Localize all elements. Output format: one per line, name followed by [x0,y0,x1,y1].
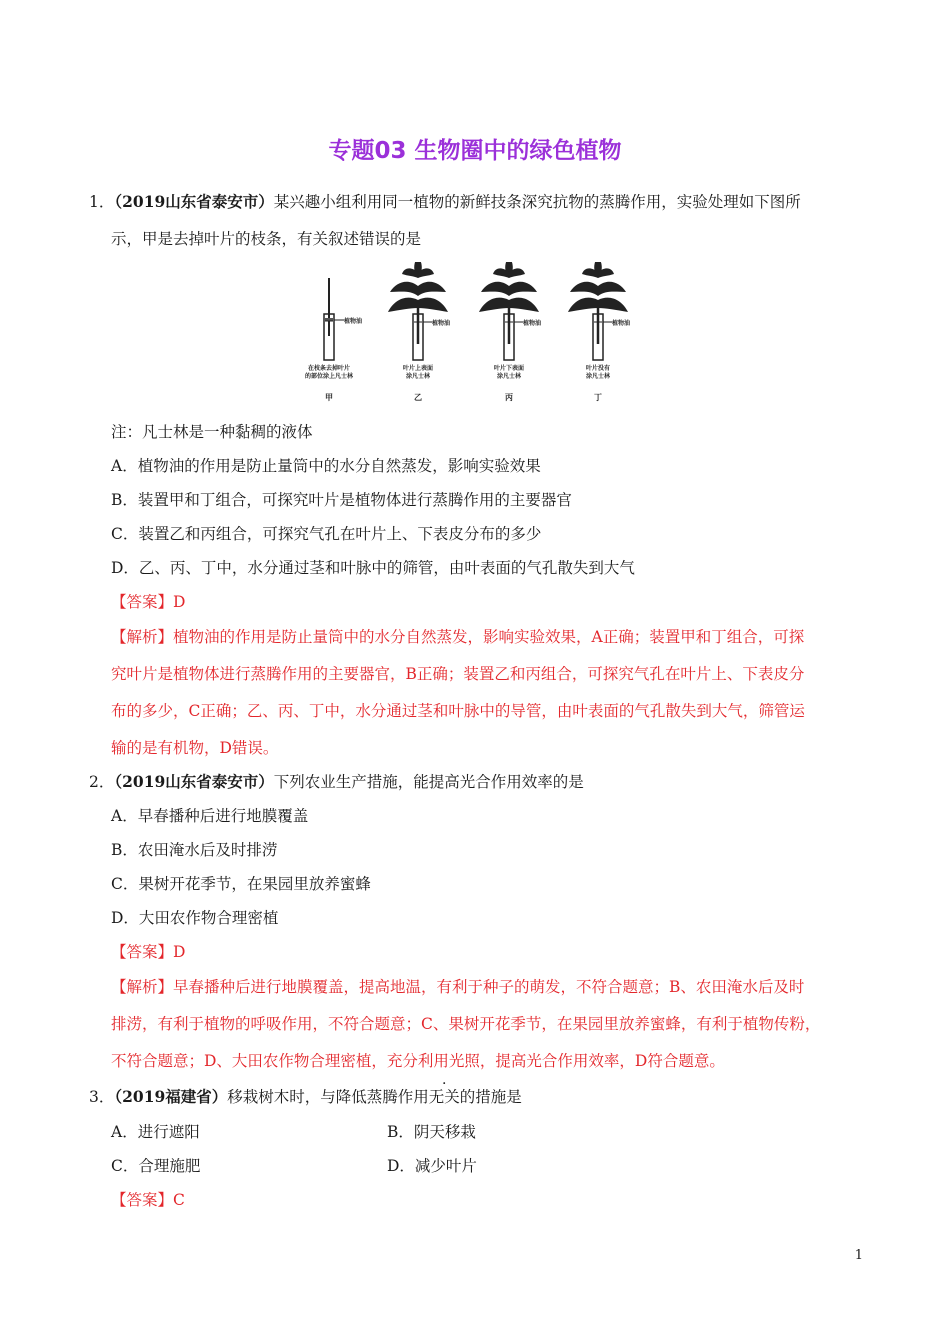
q1-experiment-figure [292,262,658,408]
q3-stem-emphasis: 无关 [428,1088,460,1106]
q1-analysis-line-2: 究叶片是植物体进行蒸腾作用的主要器官，B正确；装置乙和丙组合，可探究气孔在叶片上、下表皮分 [111,665,805,683]
q3-stem-pre: 移栽树木时，与降低蒸腾作用 [227,1088,429,1106]
q2-option-d: D．大田农作物合理密植 [111,909,279,927]
q1-stem-line-2: 示，甲是去掉叶片的枝条，有关叙述错误的是 [111,230,422,248]
q2-option-a: A．早春播种后进行地膜覆盖 [111,807,309,825]
q2-source: （2019山东省泰安市） [114,772,274,791]
name-jia: 甲 [325,393,333,402]
q2-analysis-line-2: 排涝，有利于植物的呼吸作用，不符合题意；C、果树开花季节，在果园里放养蜜蜂，有利于植物传粉， [111,1015,821,1033]
caption-bing-2: 涂凡士林 [496,373,522,380]
oil-label-jia: 植物油 [344,318,363,325]
page-title: 专题03 生物圈中的绿色植物 [328,138,622,164]
q1-number: 1． [89,193,115,211]
page-number: 1 [854,1248,863,1263]
caption-jia-1: 在枝条去掉叶片 [307,365,351,372]
q1-analysis-line-1: 【解析】植物油的作用是防止量筒中的水分自然蒸发，影响实验效果，A正确；装置甲和丁组合，可探 [111,628,805,646]
q1-stem-line-1 [89,192,801,212]
q1-source: （2019山东省泰安市） [114,192,274,211]
q1-option-c: C．装置乙和丙组合，可探究气孔在叶片上、下表皮分布的多少 [111,525,542,543]
oil-label-yi: 植物油 [432,320,451,327]
q2-number: 2． [89,773,115,791]
q1-option-b: B．装置甲和丁组合，可探究叶片是植物体进行蒸腾作用的主要器官 [111,491,572,509]
q3-number: 3． [89,1088,115,1106]
q3-option-d: D．减少叶片 [387,1157,477,1175]
q3-answer: 【答案】C [111,1191,185,1209]
q2-analysis-line-1: 【解析】早春播种后进行地膜覆盖，提高地温，有利于种子的萌发，不符合题意；B、农田淹水后及时 [111,978,805,996]
q2-stem [89,772,584,792]
q3-option-c: C．合理施肥 [111,1157,201,1175]
name-bing: 丙 [505,393,513,402]
oil-label-ding: 植物油 [612,320,631,327]
q2-answer: 【答案】D [111,943,186,961]
apparatus-jia [324,278,344,360]
q3-stem [89,1087,522,1107]
q1-analysis-line-4: 输的是有机物，D错误。 [111,739,279,757]
caption-bing-1: 叶片下表面 [493,365,525,372]
q2-analysis-line-3: 不符合题意；D、大田农作物合理密植，充分利用光照，提高光合作用效率，D符合题意。 [111,1052,725,1070]
q1-option-a: A．植物油的作用是防止量筒中的水分自然蒸发，影响实验效果 [111,457,541,475]
apparatus-ding [568,262,628,312]
q1-note: 注：凡士林是一种黏稠的液体 [111,423,313,441]
caption-yi-1: 叶片上表面 [402,365,434,372]
q3-option-b: B．阴天移栽 [387,1123,476,1141]
q1-analysis-line-3: 布的多少，C正确；乙、丙、丁中，水分通过茎和叶脉中的导管，由叶表面的气孔散失到大气，筛管运 [111,702,805,720]
q2-option-b: B．农田淹水后及时排涝 [111,841,278,859]
q2-stem-text: 下列农业生产措施，能提高光合作用效率的是 [273,773,584,791]
caption-ding-2: 涂凡士林 [585,373,611,380]
name-yi: 乙 [414,393,422,402]
caption-yi-2: 涂凡士林 [405,373,431,380]
oil-label-bing: 植物油 [523,320,542,327]
apparatus-bing [479,262,539,312]
caption-jia-2: 的部位涂上凡士林 [304,373,354,380]
caption-ding-1: 叶片没有 [585,365,611,372]
q3-option-a: A．进行遮阳 [111,1123,200,1141]
q1-answer: 【答案】D [111,593,186,611]
q3-stem-post: 的措施是 [459,1088,522,1106]
q1-option-d: D．乙、丙、丁中，水分通过茎和叶脉中的筛管，由叶表面的气孔散失到大气 [111,559,635,577]
name-ding: 丁 [594,393,602,402]
apparatus-yi [388,262,448,312]
q3-source: （2019福建省） [114,1087,228,1106]
q1-stem-a: 某兴趣小组利用同一植物的新鲜技条深究抗物的蒸腾作用，实验处理如下图所 [273,193,801,211]
q2-option-c: C．果树开花季节，在果园里放养蜜蜂 [111,875,371,893]
